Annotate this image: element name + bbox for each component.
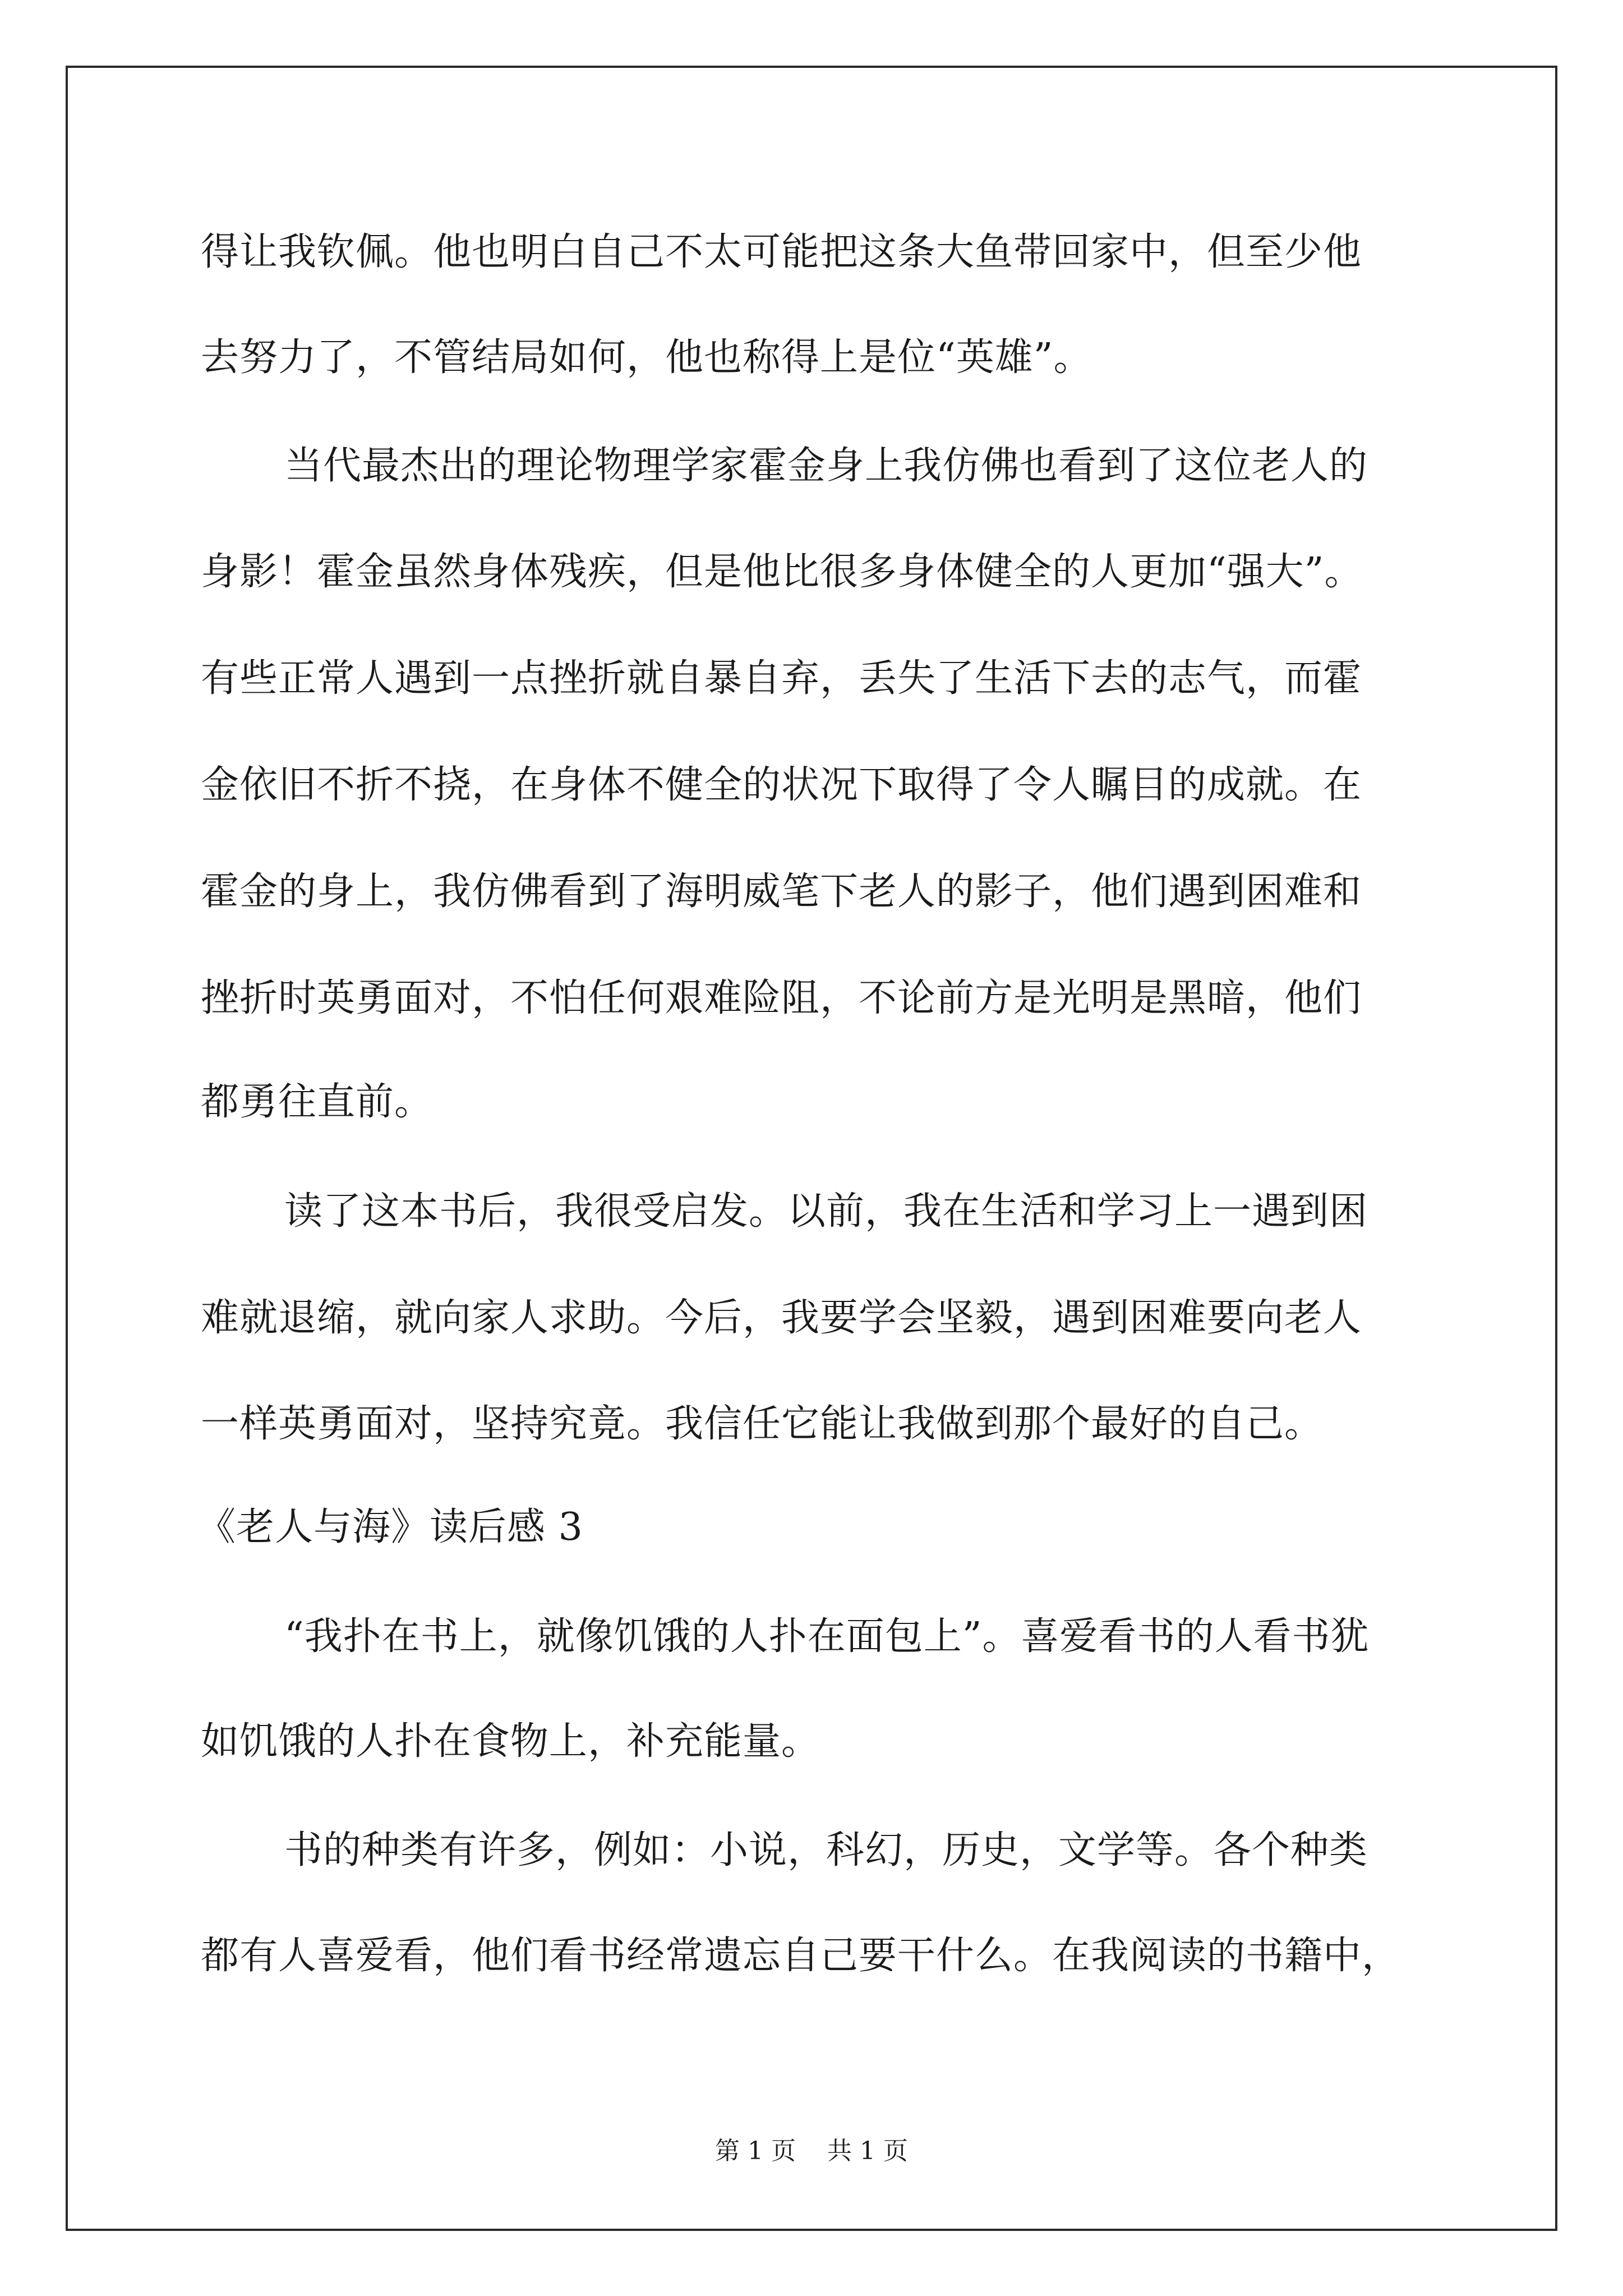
text-line: 身影！霍金虽然身体残疾，但是他比很多身体健全的人更加“强大”。 (201, 550, 1363, 594)
section-heading: 《老人与海》读后感 3 (197, 1505, 583, 1549)
text-line: 去努力了，不管结局如何，他也称得上是位“英雄”。 (201, 335, 1092, 380)
text-line: 难就退缩，就向家人求助。今后，我要学会坚毅，遇到困难要向老人 (201, 1296, 1362, 1340)
page-border (66, 66, 1557, 2231)
text-line: 金依旧不折不挠，在身体不健全的状况下取得了令人瞩目的成就。在 (201, 763, 1362, 807)
text-line: “我扑在书上，就像饥饿的人扑在面包上”。喜爱看书的人看书犹 (284, 1614, 1370, 1659)
text-line: 都有人喜爱看，他们看书经常遗忘自己要干什么。在我阅读的书籍中， (201, 1934, 1401, 1978)
text-line: 都勇往直前。 (201, 1080, 434, 1124)
text-line: 霍金的身上，我仿佛看到了海明威笔下老人的影子，他们遇到困难和 (201, 869, 1362, 914)
page-number: 第 1 页 共 1 页 (715, 2137, 908, 2165)
text-line: 书的种类有许多，例如：小说，科幻，历史，文学等。各个种类 (284, 1828, 1368, 1872)
text-line: 读了这本书后，我很受启发。以前，我在生活和学习上一遇到困 (284, 1189, 1368, 1234)
text-line: 当代最杰出的理论物理学家霍金身上我仿佛也看到了这位老人的 (284, 444, 1368, 488)
text-line: 挫折时英勇面对，不怕任何艰难险阻，不论前方是光明是黑暗，他们 (201, 976, 1362, 1020)
text-line: 一样英勇面对，坚持究竟。我信任它能让我做到那个最好的自己。 (201, 1402, 1324, 1446)
text-line: 得让我钦佩。他也明白自己不太可能把这条大鱼带回家中，但至少他 (201, 230, 1362, 274)
text-line: 有些正常人遇到一点挫折就自暴自弃，丢失了生活下去的志气，而霍 (201, 656, 1362, 701)
text-line: 如饥饿的人扑在食物上，补充能量。 (201, 1719, 820, 1764)
